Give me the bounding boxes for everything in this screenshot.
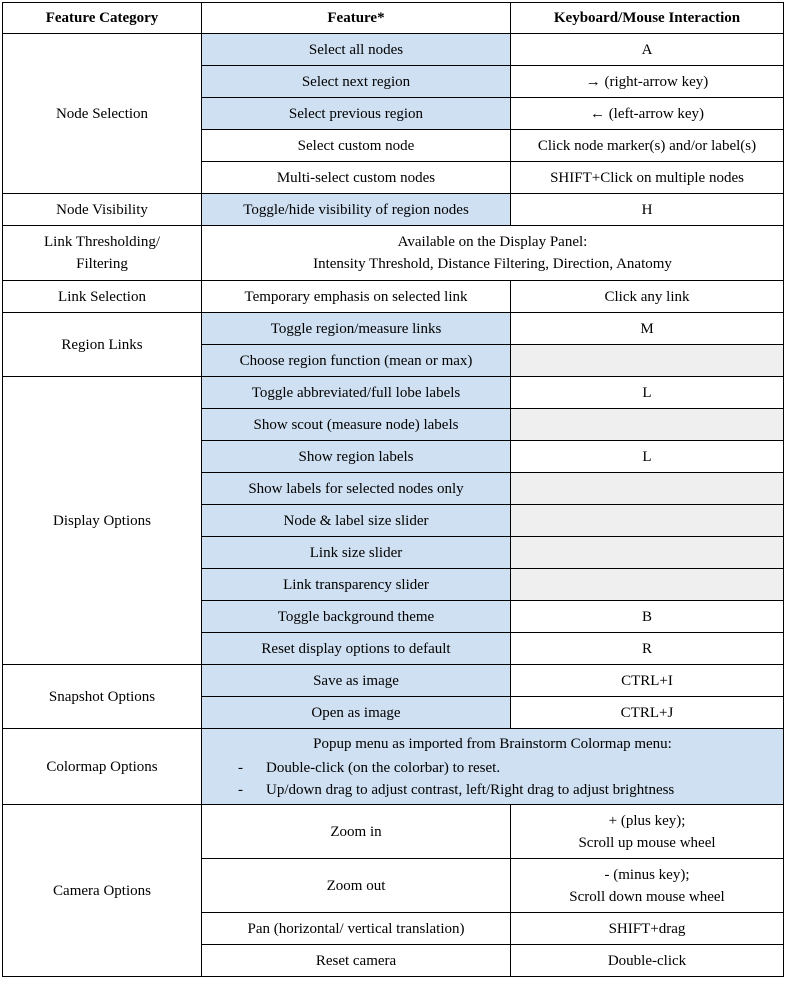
category-display-options: Display Options bbox=[3, 377, 202, 665]
table-row bbox=[3, 226, 784, 281]
bullet-dash: - bbox=[238, 759, 243, 776]
feature-cell: Pan (horizontal/ vertical translation) bbox=[202, 913, 511, 945]
interaction-cell: R bbox=[511, 633, 784, 665]
feature-table bbox=[2, 2, 784, 977]
interaction-cell bbox=[511, 473, 784, 505]
feature-cell: Toggle/hide visibility of region nodes bbox=[202, 194, 511, 226]
feature-cell: Show region labels bbox=[202, 441, 511, 473]
interaction-cell bbox=[511, 409, 784, 441]
merged-line: Available on the Display Panel: bbox=[397, 234, 588, 250]
table-row bbox=[3, 34, 784, 66]
bullet-item bbox=[238, 779, 779, 801]
category-link-thresholding bbox=[3, 226, 202, 281]
bullet-list bbox=[206, 757, 779, 801]
table-row bbox=[3, 805, 784, 859]
interaction-cell: CTRL+I bbox=[511, 665, 784, 697]
category-line: Link Thresholding/ bbox=[44, 234, 160, 250]
feature-cell: Reset camera bbox=[202, 945, 511, 977]
feature-cell: Reset display options to default bbox=[202, 633, 511, 665]
feature-cell: Temporary emphasis on selected link bbox=[202, 281, 511, 313]
feature-cell: Toggle region/measure links bbox=[202, 313, 511, 345]
table-row bbox=[3, 729, 784, 805]
interaction-cell: B bbox=[511, 601, 784, 633]
feature-cell: Zoom out bbox=[202, 859, 511, 913]
interaction-cell bbox=[511, 537, 784, 569]
table-row bbox=[3, 313, 784, 345]
feature-cell: Select all nodes bbox=[202, 34, 511, 66]
bullet-text: Up/down drag to adjust contrast, left/Right drag to adjust brightness bbox=[266, 781, 675, 798]
feature-cell: Node & label size slider bbox=[202, 505, 511, 537]
feature-cell: Zoom in bbox=[202, 805, 511, 859]
category-colormap-options: Colormap Options bbox=[3, 729, 202, 805]
feature-cell: Link transparency slider bbox=[202, 569, 511, 601]
feature-cell: Select previous region bbox=[202, 98, 511, 130]
table-row bbox=[3, 377, 784, 409]
feature-cell: Save as image bbox=[202, 665, 511, 697]
interaction-cell: Click node marker(s) and/or label(s) bbox=[511, 130, 784, 162]
header-row bbox=[3, 3, 784, 34]
interaction-cell: ← (left-arrow key) bbox=[511, 98, 784, 130]
interaction-cell: L bbox=[511, 377, 784, 409]
feature-cell: Choose region function (mean or max) bbox=[202, 345, 511, 377]
feature-cell: Show labels for selected nodes only bbox=[202, 473, 511, 505]
header-interaction: Keyboard/Mouse Interaction bbox=[511, 3, 784, 34]
category-line: Filtering bbox=[76, 256, 128, 272]
category-region-links: Region Links bbox=[3, 313, 202, 377]
interaction-line: + (plus key); bbox=[608, 812, 686, 829]
table-row bbox=[3, 665, 784, 697]
interaction-cell: H bbox=[511, 194, 784, 226]
merged-colormap-cell bbox=[202, 729, 784, 805]
interaction-cell: SHIFT+drag bbox=[511, 913, 784, 945]
feature-cell: Link size slider bbox=[202, 537, 511, 569]
bullet-dash: - bbox=[238, 781, 243, 798]
feature-cell: Toggle abbreviated/full lobe labels bbox=[202, 377, 511, 409]
merged-line: Popup menu as imported from Brainstorm Colormap menu: bbox=[313, 735, 672, 752]
feature-cell: Multi-select custom nodes bbox=[202, 162, 511, 194]
interaction-cell: SHIFT+Click on multiple nodes bbox=[511, 162, 784, 194]
bullet-text: Double-click (on the colorbar) to reset. bbox=[266, 759, 501, 776]
interaction-cell bbox=[511, 505, 784, 537]
merged-line: Intensity Threshold, Distance Filtering, Direction, Anatomy bbox=[313, 256, 672, 272]
interaction-cell: → (right-arrow key) bbox=[511, 66, 784, 98]
interaction-cell bbox=[511, 569, 784, 601]
category-link-selection: Link Selection bbox=[3, 281, 202, 313]
interaction-cell: A bbox=[511, 34, 784, 66]
feature-cell: Toggle background theme bbox=[202, 601, 511, 633]
interaction-cell: Double-click bbox=[511, 945, 784, 977]
header-feature: Feature* bbox=[202, 3, 511, 34]
category-node-selection: Node Selection bbox=[3, 34, 202, 194]
category-snapshot-options: Snapshot Options bbox=[3, 665, 202, 729]
feature-cell: Select custom node bbox=[202, 130, 511, 162]
category-node-visibility: Node Visibility bbox=[3, 194, 202, 226]
header-category: Feature Category bbox=[3, 3, 202, 34]
feature-cell: Show scout (measure node) labels bbox=[202, 409, 511, 441]
interaction-cell: M bbox=[511, 313, 784, 345]
table-row bbox=[3, 194, 784, 226]
interaction-line: Scroll down mouse wheel bbox=[569, 888, 725, 905]
interaction-cell bbox=[511, 345, 784, 377]
interaction-cell bbox=[511, 859, 784, 913]
table-row bbox=[3, 281, 784, 313]
feature-cell: Select next region bbox=[202, 66, 511, 98]
interaction-cell: Click any link bbox=[511, 281, 784, 313]
bullet-item bbox=[238, 757, 779, 779]
feature-cell: Open as image bbox=[202, 697, 511, 729]
interaction-cell: CTRL+J bbox=[511, 697, 784, 729]
interaction-line: Scroll up mouse wheel bbox=[578, 834, 716, 851]
interaction-cell: L bbox=[511, 441, 784, 473]
category-camera-options: Camera Options bbox=[3, 805, 202, 977]
merged-feature-cell bbox=[202, 226, 784, 281]
interaction-line: - (minus key); bbox=[604, 866, 690, 883]
interaction-cell bbox=[511, 805, 784, 859]
